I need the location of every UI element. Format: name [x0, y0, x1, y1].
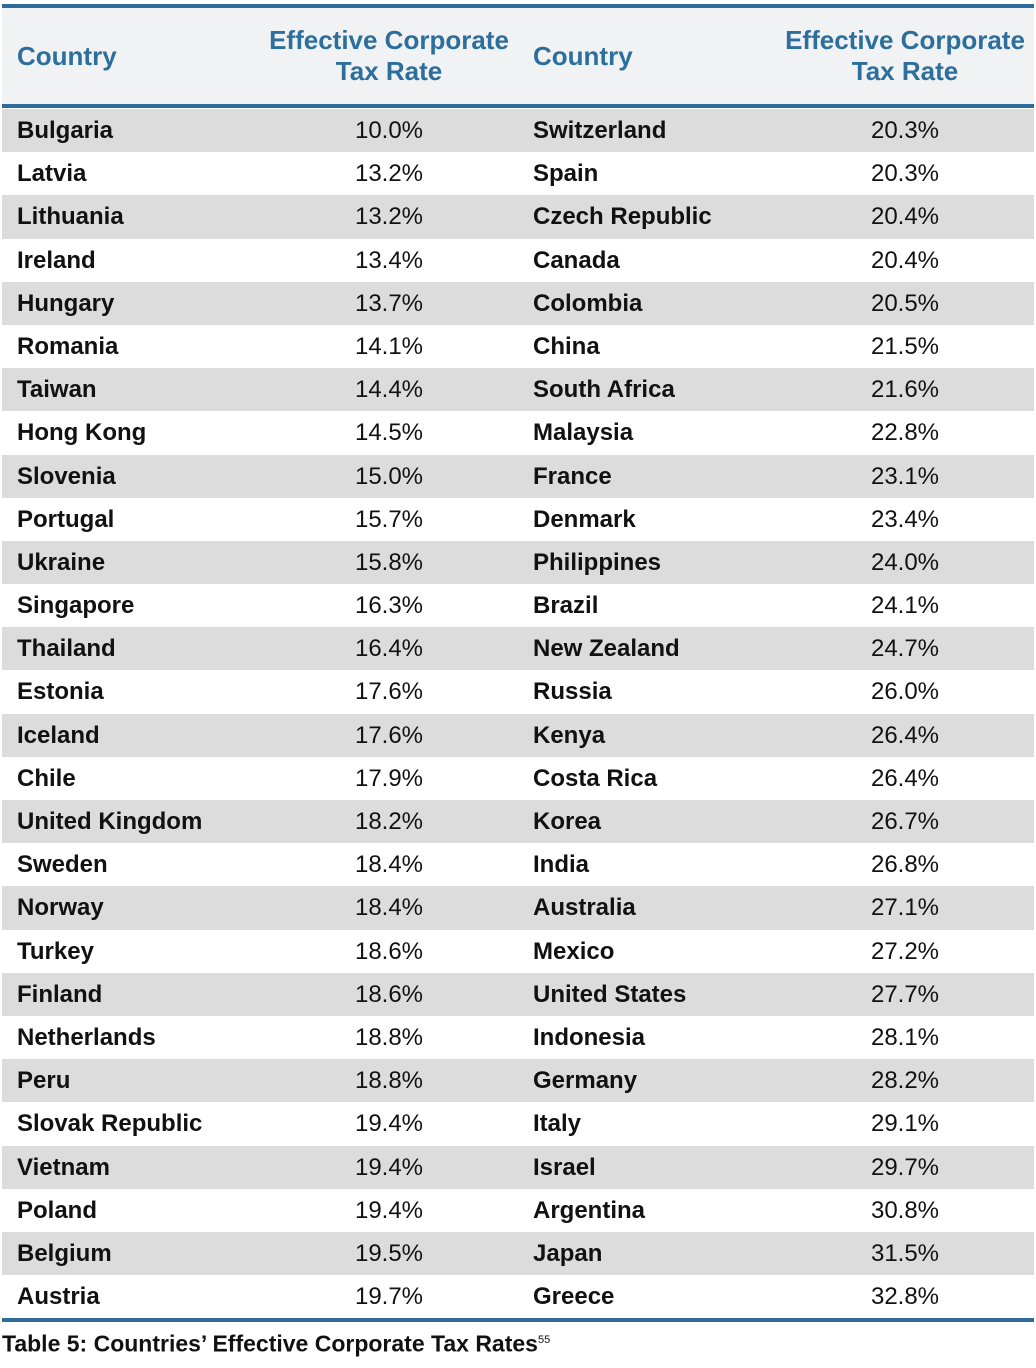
country-cell-right: Germany — [533, 1067, 638, 1095]
table-row — [2, 498, 1034, 541]
rate-cell-left: 17.6% — [354, 721, 424, 749]
table-row — [2, 757, 1034, 800]
country-cell-right: Denmark — [533, 505, 636, 533]
header-rate-left-line1: Effective Corporate — [269, 25, 509, 55]
country-cell-left: Estonia — [17, 678, 104, 706]
table-row — [2, 930, 1034, 973]
rate-cell-right: 32.8% — [870, 1283, 940, 1311]
rate-cell-left: 18.4% — [354, 851, 424, 879]
table-row — [2, 195, 1034, 238]
country-cell-right: South Africa — [533, 376, 675, 404]
table-row — [2, 1016, 1034, 1059]
rate-cell-left: 13.7% — [354, 289, 424, 317]
country-cell-left: Turkey — [17, 937, 94, 965]
country-cell-left: Peru — [17, 1067, 71, 1095]
country-cell-right: Korea — [533, 808, 602, 835]
header-country-left-label: Country — [17, 40, 117, 71]
table-row — [2, 411, 1034, 454]
country-cell-right: Switzerland — [533, 117, 667, 144]
table-row — [2, 843, 1034, 886]
rate-cell-right: 29.7% — [870, 1153, 940, 1181]
table-row — [2, 973, 1034, 1016]
table-row — [2, 627, 1034, 670]
country-cell-left: Ireland — [17, 246, 96, 274]
header-rate-right-line1: Effective Corporate — [785, 25, 1025, 55]
rate-cell-left: 19.5% — [354, 1239, 424, 1267]
rate-cell-left: 18.4% — [354, 894, 424, 922]
country-cell-left: Hong Kong — [17, 419, 147, 447]
rate-cell-left: 18.6% — [354, 980, 424, 1008]
rate-cell-right: 26.4% — [870, 721, 940, 749]
rate-cell-left: 14.5% — [354, 419, 424, 447]
country-cell-right: France — [533, 462, 612, 490]
country-cell-right: Czech Republic — [533, 203, 712, 231]
country-cell-left: Bulgaria — [17, 117, 114, 144]
rate-cell-left: 10.0% — [354, 117, 424, 144]
table-row — [2, 1059, 1034, 1102]
rate-cell-right: 20.4% — [870, 246, 940, 274]
country-cell-right: Costa Rica — [533, 764, 658, 792]
table-row — [2, 325, 1034, 368]
rate-cell-right: 26.8% — [870, 851, 940, 879]
rate-cell-left: 18.6% — [354, 937, 424, 965]
country-cell-right: Japan — [533, 1239, 603, 1267]
country-cell-right: Greece — [533, 1283, 615, 1311]
rate-cell-left: 15.7% — [354, 505, 424, 533]
rate-cell-left: 17.6% — [354, 678, 424, 706]
rate-cell-right: 28.2% — [870, 1067, 940, 1095]
rate-cell-right: 24.7% — [870, 635, 940, 663]
country-cell-left: Singapore — [17, 592, 135, 620]
rate-cell-left: 19.4% — [354, 1153, 424, 1181]
country-cell-right: Israel — [533, 1153, 596, 1181]
country-cell-right: Colombia — [533, 289, 643, 317]
country-cell-right: Canada — [533, 246, 620, 274]
table-row — [2, 886, 1034, 929]
rate-cell-left: 18.2% — [354, 808, 424, 835]
rate-cell-right: 31.5% — [870, 1239, 940, 1267]
rate-cell-right: 30.8% — [870, 1196, 940, 1224]
rate-cell-right: 28.1% — [870, 1023, 940, 1051]
table-row — [2, 541, 1034, 584]
table-row — [2, 714, 1034, 757]
country-cell-right: Kenya — [533, 721, 606, 749]
country-cell-left: Chile — [17, 764, 76, 792]
country-cell-right: Argentina — [533, 1196, 646, 1224]
table-row — [2, 109, 1034, 152]
rate-cell-right: 23.4% — [870, 505, 940, 533]
country-cell-right: United States — [533, 980, 687, 1008]
country-cell-left: Hungary — [17, 289, 115, 317]
country-cell-right: India — [533, 851, 590, 879]
rate-cell-right: 27.2% — [870, 937, 940, 965]
header-country-right-label: Country — [533, 40, 633, 71]
country-cell-right: Italy — [533, 1110, 582, 1138]
rate-cell-right: 22.8% — [870, 419, 940, 447]
country-cell-left: Iceland — [17, 721, 100, 749]
table-row — [2, 455, 1034, 498]
table-row — [2, 1232, 1034, 1275]
country-cell-right: Malaysia — [533, 419, 634, 447]
country-cell-left: Taiwan — [17, 376, 97, 404]
rate-cell-left: 19.7% — [354, 1283, 424, 1311]
country-cell-right: Indonesia — [533, 1023, 646, 1051]
header-country-left — [17, 8, 257, 104]
rate-cell-left: 14.1% — [354, 332, 424, 360]
country-cell-right: New Zealand — [533, 635, 680, 663]
header-rate-right-line2: Tax Rate — [851, 56, 959, 86]
country-cell-right: Mexico — [533, 937, 615, 965]
rate-cell-left: 15.8% — [354, 548, 424, 576]
rate-cell-right: 26.4% — [870, 764, 940, 792]
rate-cell-left: 17.9% — [354, 764, 424, 792]
country-cell-left: Portugal — [17, 505, 115, 533]
rate-cell-left: 13.2% — [354, 203, 424, 231]
country-cell-left: Thailand — [17, 635, 116, 663]
country-cell-left: Latvia — [17, 160, 87, 188]
country-cell-right: Spain — [533, 160, 599, 188]
country-cell-left: Belgium — [17, 1239, 112, 1267]
country-cell-left: United Kingdom — [17, 808, 203, 835]
country-cell-left: Vietnam — [17, 1153, 110, 1181]
country-cell-left: Austria — [17, 1283, 100, 1311]
country-cell-left: Sweden — [17, 851, 108, 879]
header-rate-right — [780, 8, 1030, 104]
rate-cell-left: 18.8% — [354, 1023, 424, 1051]
rate-cell-right: 29.1% — [870, 1110, 940, 1138]
country-cell-left: Poland — [17, 1196, 98, 1224]
rate-cell-left: 14.4% — [354, 376, 424, 404]
country-cell-right: Russia — [533, 678, 612, 706]
country-cell-right: Brazil — [533, 592, 599, 620]
header-country-right — [533, 8, 773, 104]
rate-cell-right: 21.6% — [870, 376, 940, 404]
country-cell-left: Slovenia — [17, 462, 116, 490]
rate-cell-left: 16.4% — [354, 635, 424, 663]
table-row — [2, 239, 1034, 282]
country-cell-left: Lithuania — [17, 203, 124, 231]
rate-cell-right: 27.1% — [870, 894, 940, 922]
rate-cell-left: 15.0% — [354, 462, 424, 490]
country-cell-right: Philippines — [533, 548, 662, 576]
rate-cell-right: 20.4% — [870, 203, 940, 231]
header-rate-left-line2: Tax Rate — [335, 56, 443, 86]
table-row — [2, 584, 1034, 627]
table-row — [2, 368, 1034, 411]
table-caption — [2, 1326, 550, 1358]
table-row — [2, 152, 1034, 195]
table-row — [2, 1146, 1034, 1189]
rate-cell-right: 20.5% — [870, 289, 940, 317]
country-cell-left: Slovak Republic — [17, 1110, 203, 1138]
caption-text: Table 5: Countries’ Effective Corporate Tax Rates — [2, 1330, 538, 1357]
table-row — [2, 1102, 1034, 1145]
rate-cell-left: 18.8% — [354, 1067, 424, 1095]
country-cell-left: Finland — [17, 980, 103, 1008]
rate-cell-right: 24.1% — [870, 592, 940, 620]
table-row — [2, 282, 1034, 325]
rate-cell-right: 23.1% — [870, 462, 940, 490]
rate-cell-left: 19.4% — [354, 1110, 424, 1138]
rate-cell-left: 16.3% — [354, 592, 424, 620]
table-row — [2, 1275, 1034, 1318]
rate-cell-left: 13.4% — [354, 246, 424, 274]
rate-cell-left: 13.2% — [354, 160, 424, 188]
table-row — [2, 1189, 1034, 1232]
rate-cell-right: 24.0% — [870, 548, 940, 576]
table-bottom-rule — [2, 1318, 1034, 1322]
country-cell-right: Australia — [533, 894, 636, 922]
table-row — [2, 670, 1034, 713]
rate-cell-right: 26.7% — [870, 808, 940, 835]
table-body — [2, 109, 1034, 1318]
header-rate-left — [264, 8, 514, 104]
country-cell-left: Netherlands — [17, 1023, 156, 1051]
rate-cell-right: 21.5% — [870, 332, 940, 360]
rate-cell-right: 27.7% — [870, 980, 940, 1008]
rate-cell-right: 26.0% — [870, 678, 940, 706]
table-row — [2, 800, 1034, 843]
caption-footnote-ref: 55 — [537, 1334, 551, 1346]
rate-cell-left: 19.4% — [354, 1196, 424, 1224]
rate-cell-right: 20.3% — [870, 117, 940, 144]
country-cell-left: Norway — [17, 894, 104, 922]
country-cell-right: China — [533, 332, 600, 360]
country-cell-left: Ukraine — [17, 548, 106, 576]
country-cell-left: Romania — [17, 332, 119, 360]
table-header-row — [2, 8, 1034, 108]
rate-cell-right: 20.3% — [870, 160, 940, 188]
